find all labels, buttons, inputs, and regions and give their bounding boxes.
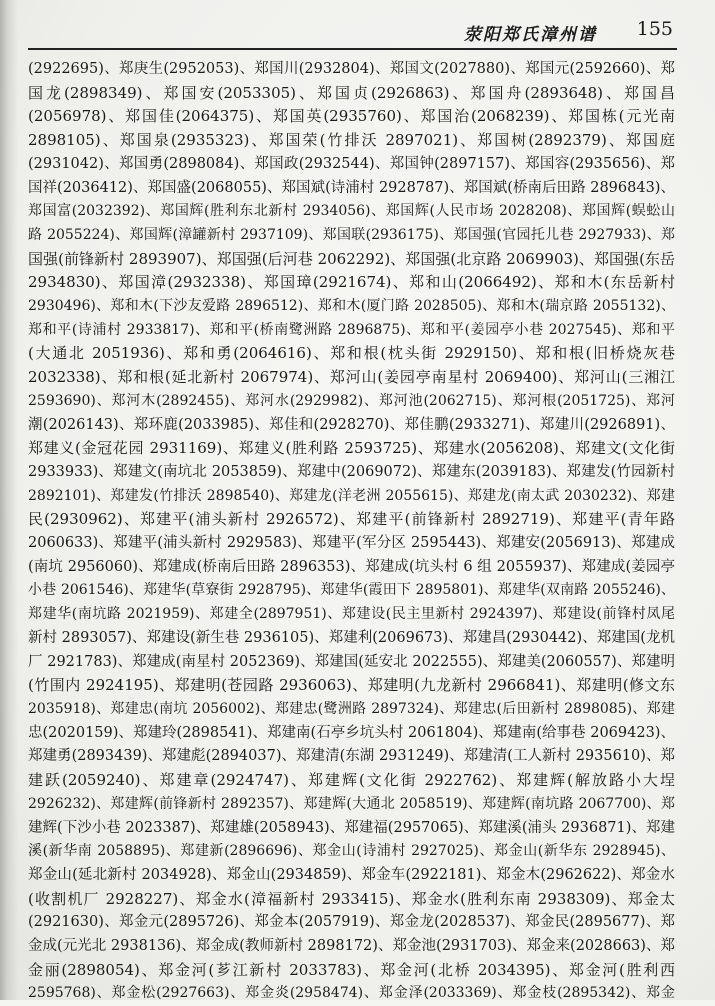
text-line: 金成(元光北 2938136)、郑金成(教师新村 2898172)、郑金池(2931703)、郑金来(2028663)、郑	[28, 938, 675, 955]
text-line: 2930496)、郑和木(下沙友爱路 2896512)、郑和木(厦门路 2028505)、郑和木(瑞京路 2055132)、	[28, 298, 675, 315]
text-line: 新村 2893057)、郑建设(新生巷 2936105)、郑建利(2069673)、郑建昌(2930442)、郑建国(龙机	[28, 629, 675, 646]
text-line: 郑和平(诗浦村 2933817)、郑和平(桥南鹭洲路 2896875)、郑和平(姜园亭小巷 2027545)、郑和平	[28, 321, 675, 338]
text-line: 小巷 2061546)、郑建华(草寮街 2928795)、郑建华(霞田下 2895801)、郑建华(双南路 2055246)、	[28, 582, 675, 599]
text-line: 2060633)、郑建平(浦头新村 2929583)、郑建平(军分区 2595443)、郑建安(2056913)、郑建成	[28, 535, 675, 552]
text-line: (收割机厂 2928227)、郑金水(漳福新村 2933415)、郑金水(胜利东南 2938309)、郑金太	[28, 889, 675, 908]
text-line: 金丽(2898054)、郑金河(芗江新村 2033783)、郑金河(北桥 2034395)、郑金河(胜利西	[28, 960, 675, 979]
running-header	[28, 18, 677, 50]
text-line: (南坑 2956060)、郑建成(桥南后田路 2896353)、郑建成(坑头村 6 组 2055937)、郑建成(姜园亭	[28, 558, 675, 575]
text-line: 郑国富(2032392)、郑国辉(胜利东北新村 2934056)、郑国辉(人民市场 2028208)、郑国辉(蜈蚣山	[28, 203, 675, 220]
text-line: 郑建义(金冠花园 2931169)、郑建义(胜利路 2593725)、郑建水(2056208)、郑建文(文化街	[28, 439, 675, 458]
page-number: 155	[636, 18, 673, 40]
text-line: 郑金山(延北新村 2034928)、郑金山(2934859)、郑金车(2922181)、郑金木(2962622)、郑金水	[28, 866, 675, 883]
text-line: 国龙(2898349)、郑国安(2053305)、郑国贞(2926863)、郑国舟(2893648)、郑国昌	[28, 83, 675, 102]
text-line: 建跃(2059240)、郑建章(2924747)、郑建辉(文化街 2922762)、郑建辉(解放路小大埕	[28, 771, 675, 790]
text-line: 忠(2020159)、郑建玲(2898541)、郑建南(石亭乡坑头村 2061804)、郑建南(给事巷 2069423)、	[28, 724, 675, 741]
text-line: 2595768)、郑金松(2927663)、郑金炎(2958474)、郑金泽(2033369)、郑金枝(2895342)、郑金	[28, 985, 675, 1002]
text-line: 2898105)、郑国泉(2935323)、郑国荣(竹排沃 2897021)、郑国树(2892379)、郑国庭	[28, 131, 675, 150]
text-line: 2032338)、郑和根(延北新村 2067974)、郑河山(姜园亭南星村 2069400)、郑河山(三湘江	[28, 368, 675, 387]
text-line: 2926232)、郑建辉(前锋新村 2892357)、郑建辉(大通北 2058519)、郑建辉(南坑路 2067700)、郑	[28, 795, 675, 812]
text-line: 2892101)、郑建发(竹排沃 2898540)、郑建龙(洋老洲 2055615)、郑建龙(南太武 2030232)、郑建	[28, 487, 675, 504]
text-line: 国强(前锋新村 2893907)、郑国强(后河巷 2062292)、郑国强(北京路 2069903)、郑国强(东岳	[28, 249, 675, 268]
text-line: 2035918)、郑建忠(南坑 2056002)、郑建忠(鹭洲路 2897324)、郑建忠(后田新村 2898085)、郑建	[28, 700, 675, 717]
text-line: (大通北 2051936)、郑和勇(2064616)、郑和根(枕头街 2929150)、郑和根(旧桥烧灰巷	[28, 344, 675, 363]
book-title: 荥阳郑氏漳州谱	[464, 25, 597, 45]
text-line: 2934830)、郑国漳(2932338)、郑国璋(2921674)、郑和山(2066492)、郑和木(东岳新村	[28, 273, 675, 292]
text-line: 潮(2026143)、郑环鹿(2033985)、郑佳和(2928270)、郑佳鹏(2933271)、郑建川(2926891)、	[28, 416, 675, 433]
text-line: 2933933)、郑建文(南坑北 2053859)、郑建中(2069072)、郑建东(2039183)、郑建发(竹园新村	[28, 463, 675, 480]
name-directory-text	[28, 58, 675, 1006]
text-line: 建辉(下沙小巷 2023387)、郑建雄(2058943)、郑建福(2957065)、郑建溪(浦头 2936871)、郑建	[28, 819, 675, 836]
text-line: 郑建勇(2893439)、郑建彪(2894037)、郑建清(东湖 2931249)、郑建清(工人新村 2935610)、郑	[28, 748, 675, 765]
text-line: 2593690)、郑河木(2892455)、郑河水(2929982)、郑河池(2062715)、郑河根(2051725)、郑河	[28, 392, 675, 409]
scan-shadow-edge	[0, 0, 18, 1000]
text-line: (竹围内 2924195)、郑建明(苍园路 2936063)、郑建明(九龙新村 2966841)、郑建明(修文东	[28, 676, 675, 695]
text-line: (2922695)、郑庚生(2952053)、郑国川(2932804)、郑国文(2027880)、郑国元(2592660)、郑	[28, 61, 675, 77]
text-line: (2931042)、郑国勇(2898084)、郑国政(2932544)、郑国钟(2897157)、郑国容(2935656)、郑	[28, 155, 675, 172]
text-line: 民(2930962)、郑建平(浦头新村 2926572)、郑建平(前锋新村 2892719)、郑建平(青年路	[28, 510, 675, 529]
text-line: 郑建华(南坑路 2021959)、郑建全(2897951)、郑建设(民主里新村 2924397)、郑建设(前锋村凤尾	[28, 606, 675, 623]
text-line: 路 2055224)、郑国辉(漳罐新村 2937109)、郑国联(2936175)、郑国强(官园托儿巷 2927933)、郑	[28, 226, 675, 243]
text-line: 国祥(2036412)、郑国盛(2068055)、郑国斌(诗浦村 2928787)、郑国斌(桥南后田路 2896843)、	[28, 179, 675, 196]
text-line: 溪(新华南 2058895)、郑建新(2896696)、郑金山(诗浦村 2927025)、郑金山(新华东 2928945)、	[28, 843, 675, 860]
text-line: (2921630)、郑金元(2895726)、郑金本(2057919)、郑金龙(2028537)、郑金民(2895677)、郑	[28, 914, 675, 931]
text-line: 厂 2921783)、郑建成(南星村 2052369)、郑建国(延安北 2022555)、郑建美(2060557)、郑建明	[28, 653, 675, 670]
text-line: (2056978)、郑国佳(2064375)、郑国英(2935760)、郑国治(2068239)、郑国栋(元光南	[28, 107, 675, 126]
